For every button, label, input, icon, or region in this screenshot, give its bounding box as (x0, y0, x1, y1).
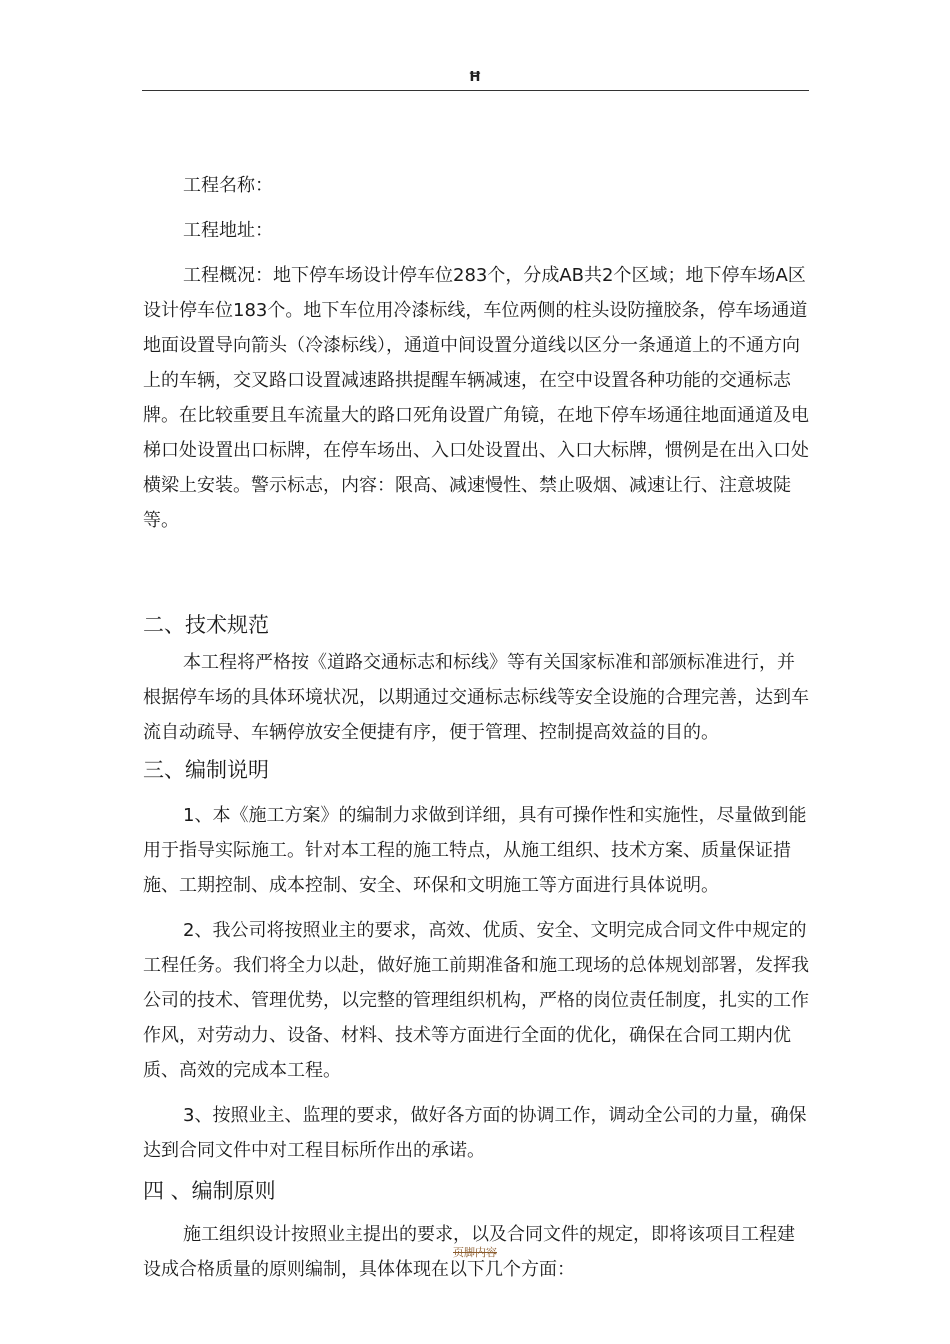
document-body (143, 168, 811, 1287)
project-address-label: 工程地址： (183, 220, 273, 241)
section-heading-compilation-notes: 三、编制说明 (143, 758, 269, 782)
section-paragraph: 3、按照业主、监理的要求，做好各方面的协调工作，调动全公司的力量，确保达到合同文件中对工程目标所作出的承诺。 (143, 1105, 807, 1161)
section-heading-tech-spec: 二、技术规范 (143, 613, 269, 637)
section-paragraph: 本工程将严格按《道路交通标志和标线》等有关国家标准和部颁标准进行，并根据停车场的具体环境状况，以期通过交通标志标线等安全设施的合理完善，达到车流自动疏导、车辆停放安全便捷有序，便于管理、控制提高效益的目的。 (143, 652, 809, 743)
section-heading-compilation-principles: 四 、编制原则 (143, 1179, 276, 1203)
header-rule (142, 90, 809, 91)
section-paragraph: 施工组织设计按照业主提出的要求，以及合同文件的规定，即将该项目工程建设成合格质量的原则编制，具体体现在以下几个方面： (143, 1224, 795, 1280)
page-footer: 页脚内容 (453, 1246, 497, 1259)
section-paragraph: 2、我公司将按照业主的要求，高效、优质、安全、文明完成合同文件中规定的工程任务。我们将全力以赴，做好施工前期准备和施工现场的总体规划部署，发挥我公司的技术、管理优势，以完整的管理组织机构，严格的岗位责任制度，扎实的工作作风，对劳动力、设备、材料、技术等方面进行全面的优化，确保在合同工期内优质、高效的完成本工程。 (143, 920, 809, 1081)
header-mark: Ħ (468, 70, 482, 85)
section-paragraph: 1、本《施工方案》的编制力求做到详细，具有可操作性和实施性，尽量做到能用于指导实际施工。针对本工程的施工特点，从施工组织、技术方案、质量保证措施、工期控制、成本控制、安全、环保和文明施工等方面进行具体说明。 (143, 805, 807, 896)
project-name-label: 工程名称： (183, 175, 273, 196)
overview-paragraph: 工程概况：地下停车场设计停车位283个，分成AB共2个区域；地下停车场A区设计停车位183个。地下车位用冷漆标线，车位两侧的柱头设防撞胶条，停车场通道地面设置导向箭头（冷漆标线），通道中间设置分道线以区分一条通道上的不通方向上的车辆，交叉路口设置减速路拱提醒车辆减速，在空中设置各种功能的交通标志牌。在比较重要且车流量大的路口死角设置广角镜，在地下停车场通往地面通道及电梯口处设置出口标牌，在停车场出、入口处设置出、入口大标牌，惯例是在出入口处横梁上安装。警示标志，内容：限高、减速慢性、禁止吸烟、减速让行、注意坡陡等。 (143, 265, 809, 531)
